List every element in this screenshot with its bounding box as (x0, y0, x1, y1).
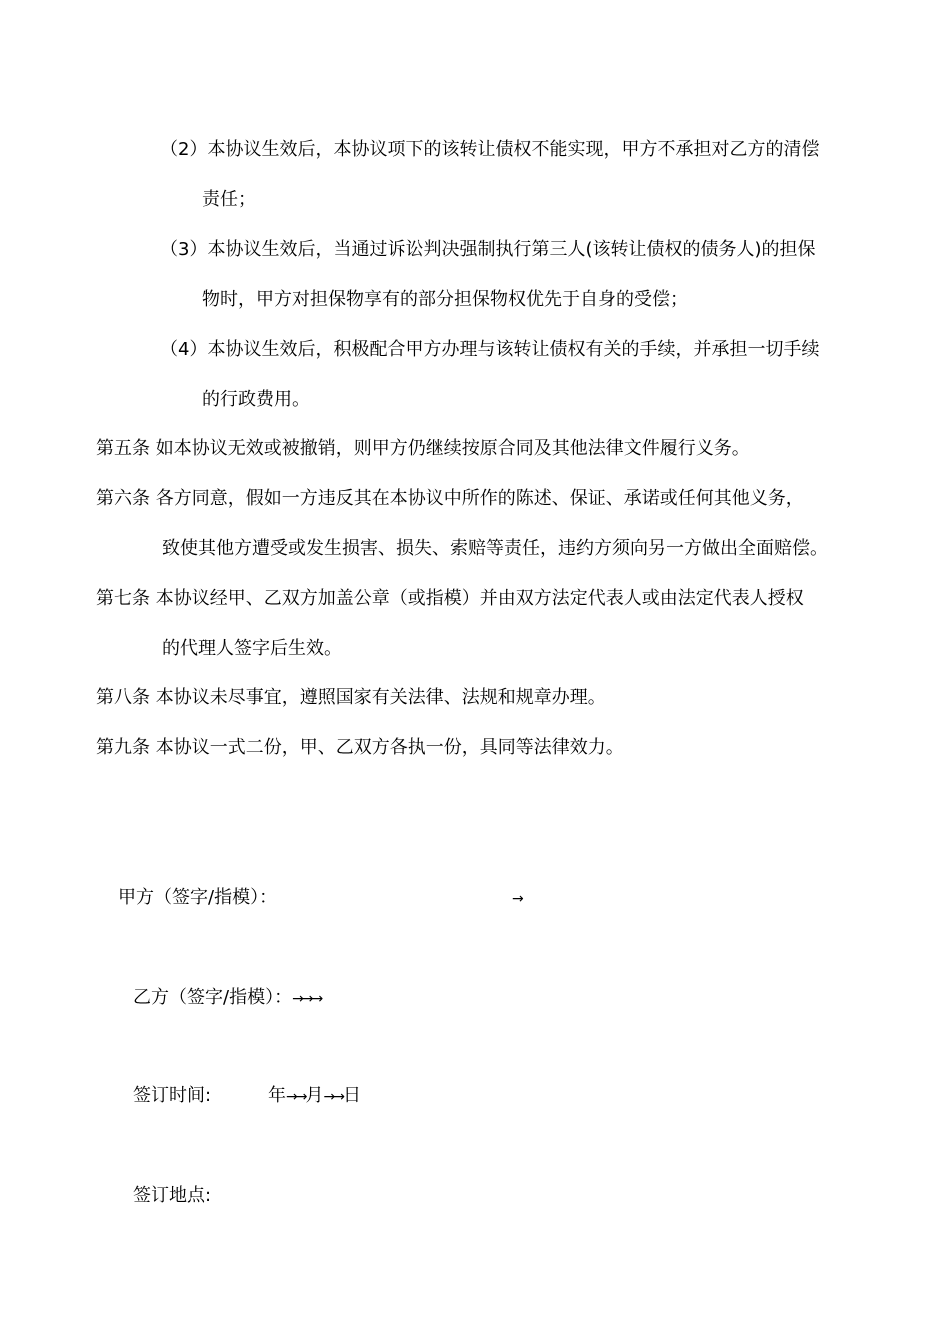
date-row (268, 1084, 361, 1108)
item-4-line-2: 的行政费用。 (202, 389, 310, 410)
party-b-label: 乙方（签字/指模）： (133, 987, 293, 1008)
party-b-row (133, 986, 321, 1010)
date-label: 签订时间: (133, 1085, 212, 1106)
item-3-line-1: （3）本协议生效后，当通过诉讼判决强制执行第三人(该转让债权的债务人)的担保 (160, 239, 816, 260)
article-6-line-1: 第六条 各方同意，假如一方违反其在本协议中所作的陈述、保证、承诺或任何其他义务， (96, 488, 804, 509)
article-5: 第五条 如本协议无效或被撤销，则甲方仍继续按原合同及其他法律文件履行义务。 (96, 438, 750, 459)
article-8: 第八条 本协议未尽事宜，遵照国家有关法律、法规和规章办理。 (96, 687, 606, 708)
item-2-line-2: 责任； (202, 189, 256, 210)
month-text: 月 (305, 1085, 324, 1106)
item-4-line-1: （4）本协议生效后，积极配合甲方办理与该转让债权有关的手续，并承担一切手续 (160, 339, 820, 360)
tab-mark: → (512, 891, 522, 907)
item-3-line-2: 物时，甲方对担保物享有的部分担保物权优先于自身的受偿； (202, 289, 688, 310)
day-text: 日 (342, 1085, 361, 1106)
year-text: 年 (268, 1085, 286, 1106)
article-6-line-2: 致使其他方遭受或发生损害、损失、索赔等责任，违约方须向另一方做出全面赔偿。 (162, 538, 828, 559)
article-7-line-1: 第七条 本协议经甲、乙双方加盖公章（或指模）并由双方法定代表人或由法定代表人授权 (96, 588, 804, 609)
place-label: 签订地点: (133, 1185, 212, 1206)
tab-mark: →→→ (292, 991, 322, 1007)
article-9: 第九条 本协议一式二份，甲、乙双方各执一份，具同等法律效力。 (96, 737, 624, 758)
party-a-mark (512, 886, 522, 910)
tab-mark: →→ (286, 1089, 306, 1105)
tab-mark: →→ (323, 1089, 343, 1105)
item-2-line-1: （2）本协议生效后，本协议项下的该转让债权不能实现，甲方不承担对乙方的清偿 (160, 139, 820, 160)
party-a-label: 甲方（签字/指模）： (118, 887, 278, 908)
article-7-line-2: 的代理人签字后生效。 (162, 638, 342, 659)
